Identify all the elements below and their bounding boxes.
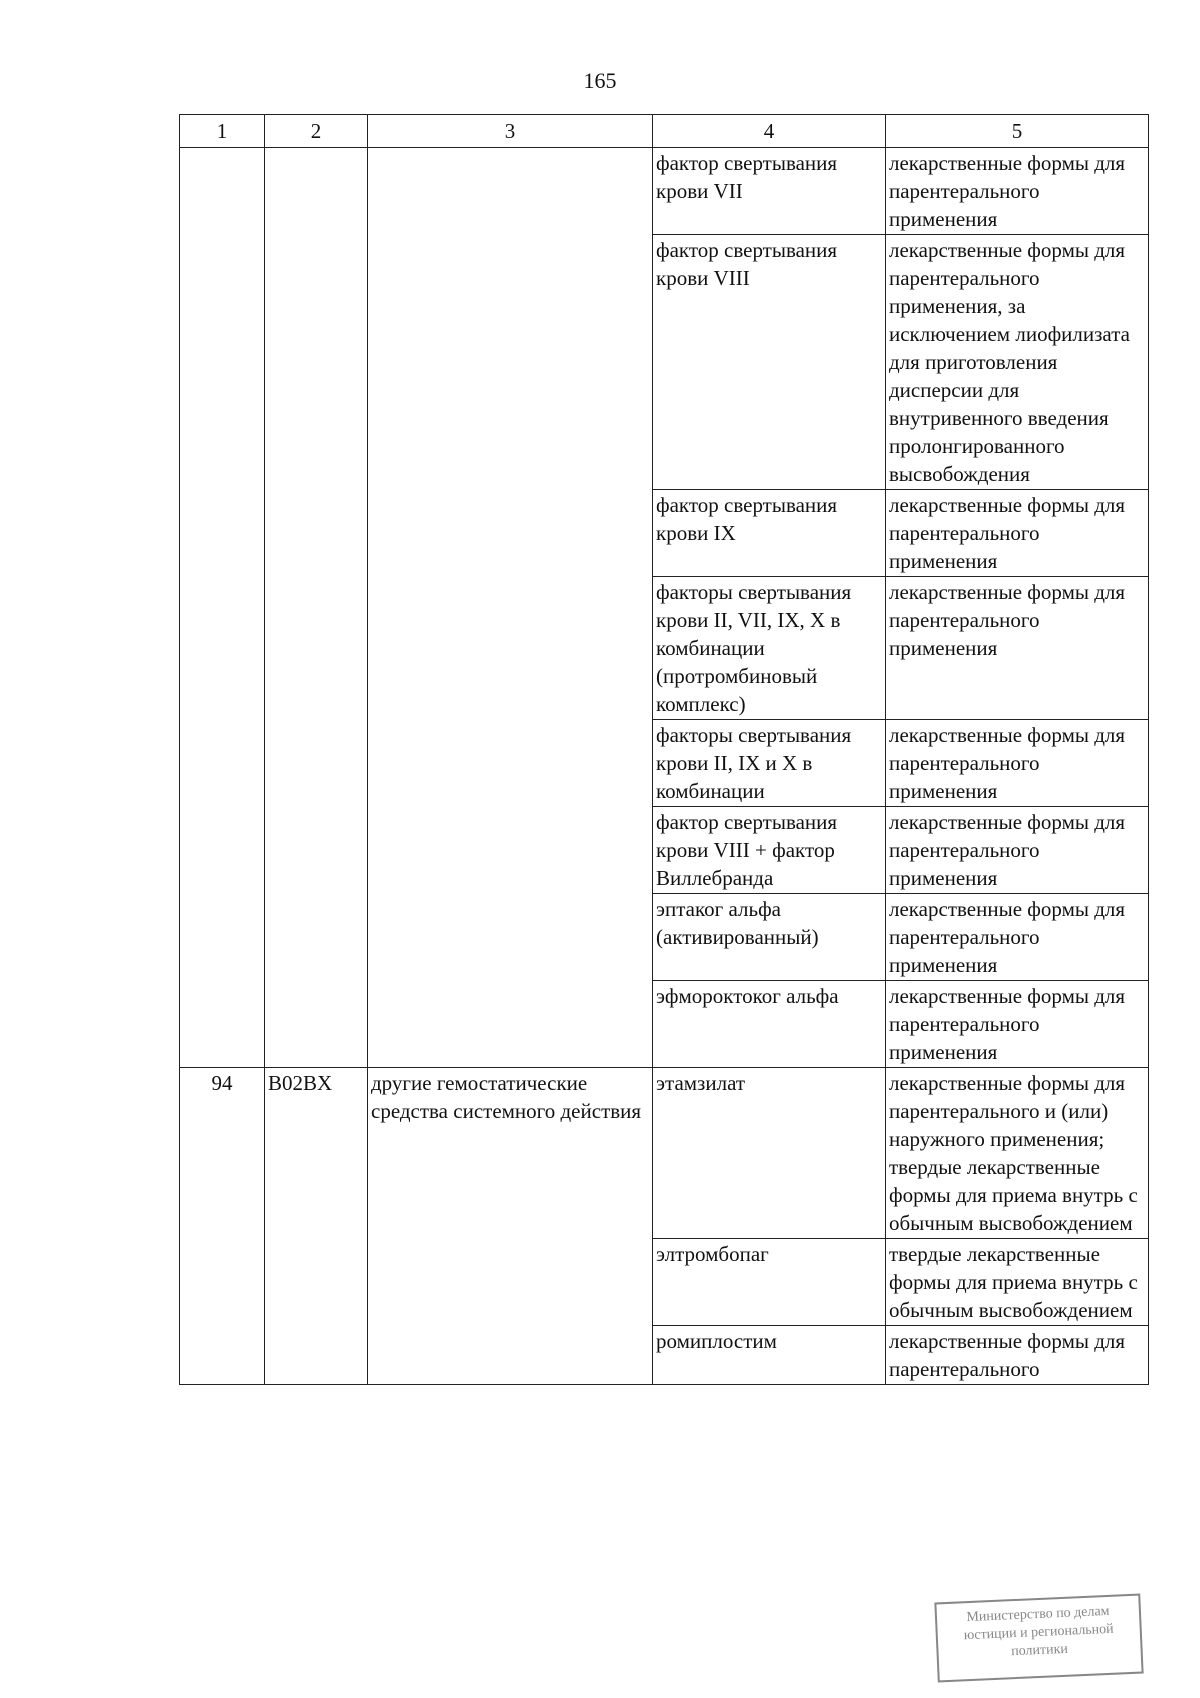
table-row xyxy=(180,1068,1149,1239)
dosage-form-cell: лекарственные формы для парентерального применения xyxy=(886,720,1149,807)
dosage-form-cell: лекарственные формы для парентерального применения, за исключением лиофилизата для приготовления дисперсии для внутривенного введения пролонгированного высвобождения xyxy=(886,235,1149,490)
column-header-5: 5 xyxy=(886,115,1149,148)
drug-name-cell: фактор свертывания крови VIII xyxy=(653,235,886,490)
column-header-2: 2 xyxy=(265,115,368,148)
table-row xyxy=(180,148,1149,235)
dosage-form-cell: лекарственные формы для парентерального применения xyxy=(886,894,1149,981)
stamp-line: политики xyxy=(1010,1641,1069,1660)
dosage-form-cell: лекарственные формы для парентерального применения xyxy=(886,490,1149,577)
column-header-1: 1 xyxy=(180,115,265,148)
dosage-form-cell: лекарственные формы для парентерального применения xyxy=(886,148,1149,235)
drug-name-cell: эптаког альфа (активированный) xyxy=(653,894,886,981)
dosage-form-cell: лекарственные формы для парентерального применения xyxy=(886,577,1149,720)
empty-cell-code xyxy=(265,148,368,1068)
column-header-3: 3 xyxy=(368,115,653,148)
dosage-form-cell: лекарственные формы для парентерального и (или) наружного применения; твердые лекарственные формы для приема внутрь с обычным высвобождением xyxy=(886,1068,1149,1239)
drug-table xyxy=(179,114,1149,1385)
group-name-cell: другие гемостатические средства системного действия xyxy=(368,1068,653,1385)
drug-name-cell: фактор свертывания крови VIII + фактор Виллебранда xyxy=(653,807,886,894)
dosage-form-cell: лекарственные формы для парентерального применения xyxy=(886,981,1149,1068)
stamp-line: юстиции и региональной xyxy=(963,1621,1114,1644)
page-number: 165 xyxy=(583,68,617,93)
ministry-stamp xyxy=(934,1594,1143,1683)
group-number-cell: 94 xyxy=(180,1068,265,1385)
dosage-form-cell: твердые лекарственные формы для приема внутрь с обычным высвобождением xyxy=(886,1239,1149,1326)
empty-cell-number xyxy=(180,148,265,1068)
dosage-form-cell: лекарственные формы для парентерального xyxy=(886,1326,1149,1385)
drug-name-cell: этамзилат xyxy=(653,1068,886,1239)
dosage-form-cell: лекарственные формы для парентерального применения xyxy=(886,807,1149,894)
atc-code-cell: B02BX xyxy=(265,1068,368,1385)
table-header-row xyxy=(180,115,1149,148)
stamp-line: Министерство по делам xyxy=(966,1603,1110,1626)
drug-name-cell: факторы свертывания крови II, VII, IX, X в комбинации (протромбиновый комплекс) xyxy=(653,577,886,720)
column-header-4: 4 xyxy=(653,115,886,148)
drug-name-cell: факторы свертывания крови II, IX и X в комбинации xyxy=(653,720,886,807)
drug-name-cell: элтромбопаг xyxy=(653,1239,886,1326)
drug-name-cell: фактор свертывания крови VII xyxy=(653,148,886,235)
drug-name-cell: ромиплостим xyxy=(653,1326,886,1385)
drug-name-cell: фактор свертывания крови IX xyxy=(653,490,886,577)
empty-cell-group xyxy=(368,148,653,1068)
drug-name-cell: эфмороктоког альфа xyxy=(653,981,886,1068)
